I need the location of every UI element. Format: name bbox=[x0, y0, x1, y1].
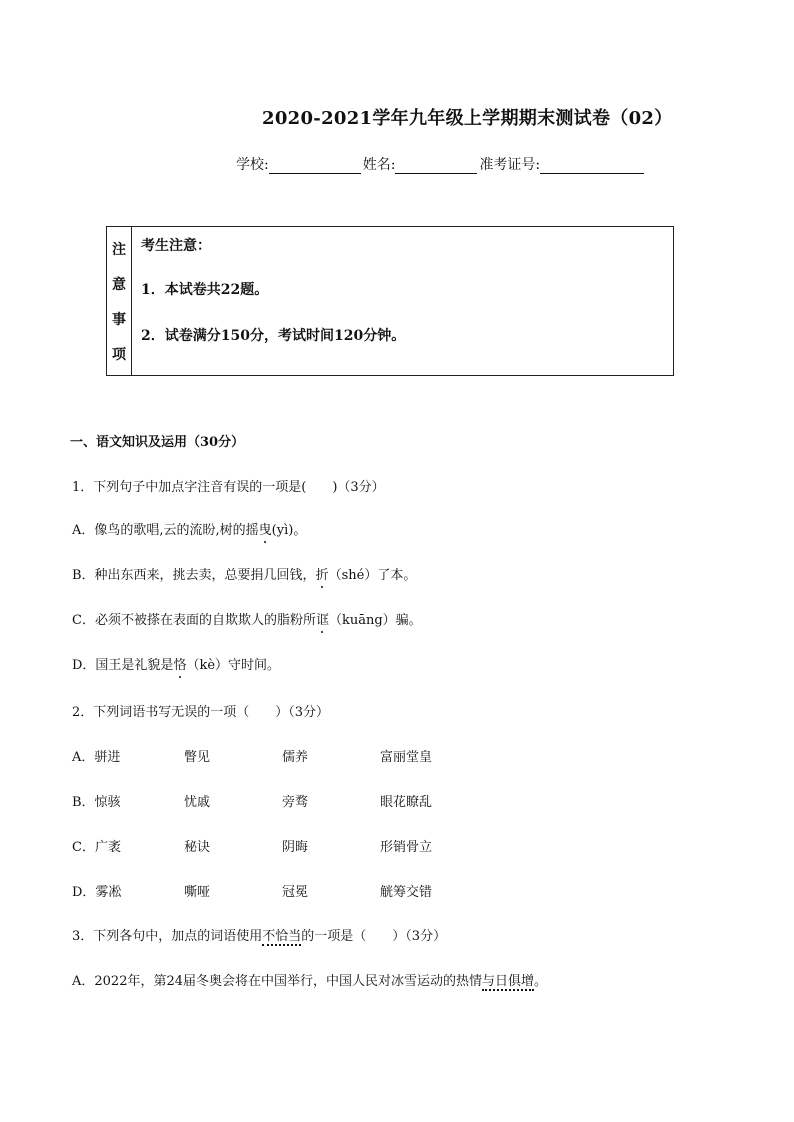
notice-side-char: 注 bbox=[112, 241, 126, 258]
option-text: （kuāng）骗。 bbox=[328, 613, 422, 628]
option-b-word-3: 旁骛 bbox=[282, 795, 309, 810]
question-1-option-d bbox=[72, 654, 280, 673]
option-a-word-4: 富丽堂皇 bbox=[380, 750, 433, 765]
dotted-char: 折 bbox=[315, 568, 329, 583]
option-c-word-1: C．广袤 bbox=[72, 840, 121, 855]
name-blank bbox=[395, 157, 477, 174]
page-title: 2020-2021学年九年级上学期期末测试卷（02） bbox=[262, 108, 673, 129]
option-text: A．像鸟的歌唱,云的流盼,树的摇 bbox=[72, 523, 259, 538]
option-text: D．国王是礼貌是 bbox=[72, 658, 174, 673]
option-d-word-1: D．雾凇 bbox=[72, 885, 122, 900]
notice-side-char: 事 bbox=[112, 311, 126, 328]
notice-side-char: 项 bbox=[112, 346, 126, 363]
exam-id-blank bbox=[540, 157, 644, 174]
stem-text: 3．下列各句中，加点的词语使用 bbox=[72, 929, 263, 944]
option-text: A．2022年，第24届冬奥会将在中国举行，中国人民对冰雪运动的热情 bbox=[72, 974, 483, 989]
question-1-option-b bbox=[72, 564, 416, 583]
school-blank bbox=[269, 157, 361, 174]
option-text: 。 bbox=[534, 974, 548, 989]
notice-item-1: 1．本试卷共22题。 bbox=[141, 282, 269, 298]
option-d-word-3: 冠冕 bbox=[282, 885, 309, 900]
option-b-word-2: 忧戚 bbox=[184, 795, 211, 810]
option-a-word-1: A．骈进 bbox=[72, 750, 121, 765]
option-text: (yì)。 bbox=[271, 523, 307, 538]
option-b-word-1: B．惊骇 bbox=[72, 795, 121, 810]
question-1-stem: 1．下列句子中加点字注音有误的一项是( )（3分） bbox=[72, 480, 385, 495]
option-c-word-4: 形销骨立 bbox=[380, 840, 433, 855]
option-d-word-4: 觥筹交错 bbox=[380, 885, 433, 900]
notice-box bbox=[106, 226, 674, 376]
notice-side-char: 意 bbox=[112, 276, 126, 293]
dotted-char: 恪 bbox=[173, 658, 187, 673]
dotted-char: 诓 bbox=[315, 613, 329, 628]
school-label: 学校: bbox=[236, 157, 269, 173]
dotted-phrase: 不恰当 bbox=[262, 929, 302, 944]
dotted-phrase: 与日俱增 bbox=[482, 974, 535, 989]
section-heading: 一、语文知识及运用（30分） bbox=[70, 435, 245, 450]
option-text: C．必须不被搽在表面的自欺欺人的脂粉所 bbox=[72, 613, 316, 628]
option-c-word-2: 秘诀 bbox=[184, 840, 211, 855]
dotted-char: 曳 bbox=[258, 523, 272, 538]
name-label: 姓名: bbox=[362, 157, 396, 173]
option-a-word-3: 儒养 bbox=[282, 750, 309, 765]
question-3-option-a bbox=[72, 970, 547, 989]
option-text: （shé）了本。 bbox=[328, 568, 417, 583]
stem-text: 的一项是（ ）（3分） bbox=[301, 929, 447, 944]
option-a-word-2: 瞥见 bbox=[184, 750, 211, 765]
option-text: B．种出东西来，挑去卖，总要捐几回钱， bbox=[72, 568, 316, 583]
question-3-stem bbox=[72, 925, 446, 944]
notice-side-label bbox=[107, 227, 132, 375]
option-d-word-2: 嘶哑 bbox=[184, 885, 211, 900]
option-c-word-3: 阴晦 bbox=[282, 840, 309, 855]
question-1-option-c bbox=[72, 609, 422, 628]
notice-heading: 考生注意： bbox=[141, 238, 211, 254]
exam-id-label: 准考证号: bbox=[479, 157, 541, 173]
option-b-word-4: 眼花瞭乱 bbox=[380, 795, 433, 810]
option-text: （kè）守时间。 bbox=[186, 658, 281, 673]
notice-item-2: 2．试卷满分150分，考试时间120分钟。 bbox=[141, 328, 406, 344]
question-1-option-a bbox=[72, 519, 306, 538]
question-2-stem: 2．下列词语书写无误的一项（ ）（3分） bbox=[72, 705, 330, 720]
student-info-row bbox=[236, 154, 646, 174]
